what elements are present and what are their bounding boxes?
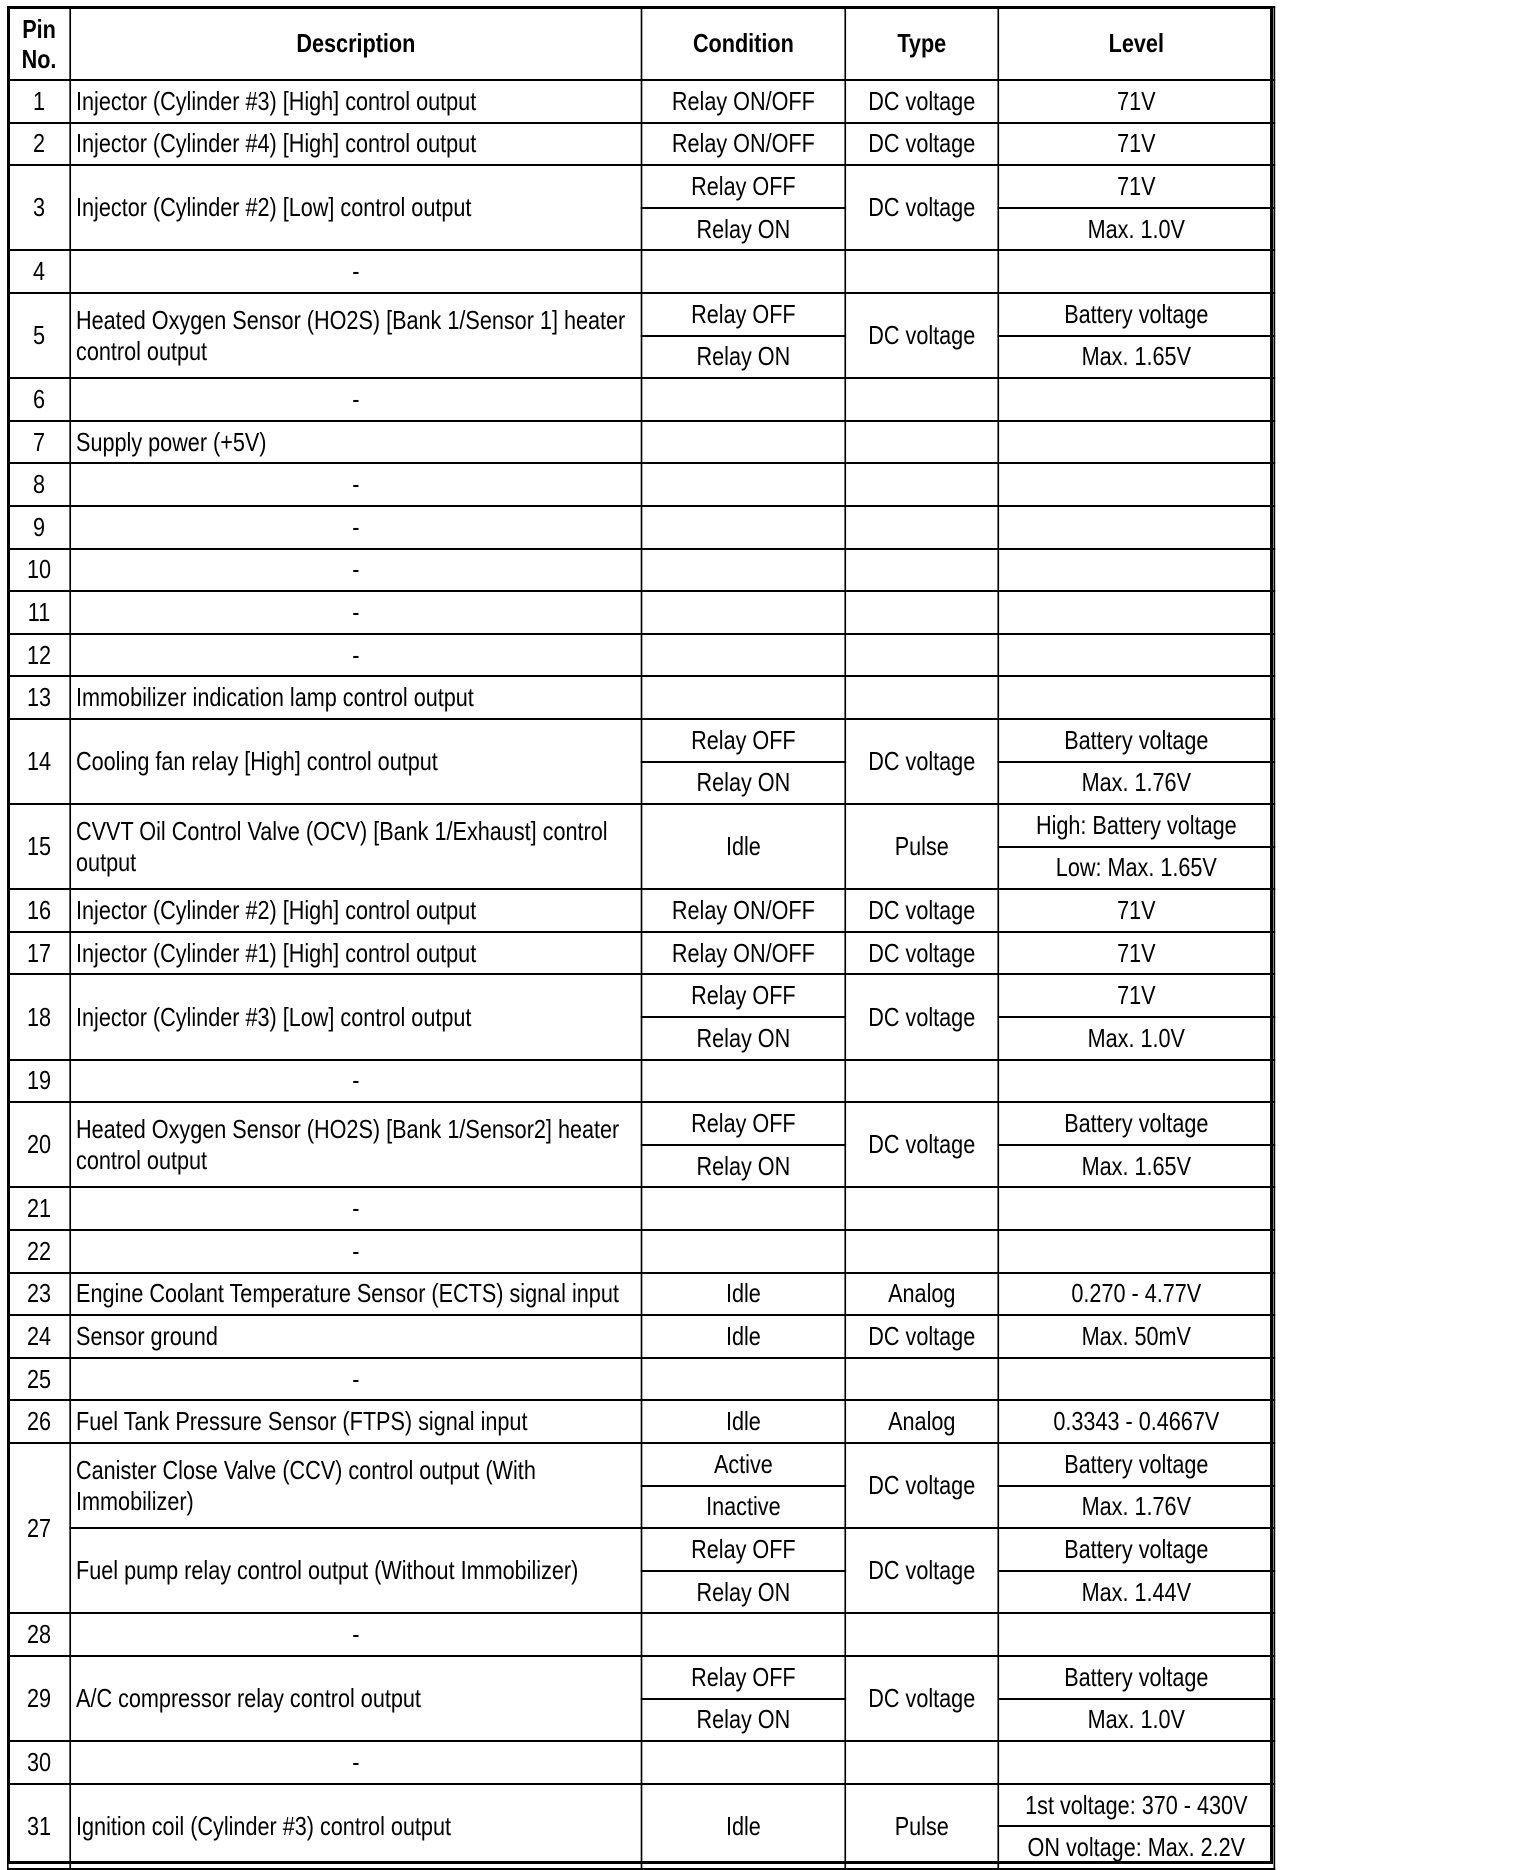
- condition-cell: [642, 463, 846, 506]
- condition-cell: Idle: [642, 1315, 846, 1358]
- pin-cell: 27: [8, 1443, 70, 1613]
- condition-cell: Idle: [642, 1273, 846, 1316]
- pin-cell: 17: [8, 932, 70, 975]
- table-body: [8, 80, 1275, 1869]
- condition-cell: [642, 1358, 846, 1401]
- table-row: [8, 463, 1275, 506]
- description-cell: Fuel Tank Pressure Sensor (FTPS) signal input: [70, 1400, 641, 1443]
- type-cell: DC voltage: [845, 1528, 998, 1613]
- description-cell: -: [70, 1187, 641, 1230]
- description-cell: -: [70, 378, 641, 421]
- level-cell: [998, 1230, 1274, 1273]
- condition-cell: Inactive: [642, 1486, 846, 1529]
- table-row: [8, 1358, 1275, 1401]
- level-cell: Low: Max. 1.65V: [998, 847, 1274, 890]
- pin-cell: 13: [8, 676, 70, 719]
- type-cell: DC voltage: [845, 1443, 998, 1528]
- type-cell: DC voltage: [845, 80, 998, 123]
- table-row: [8, 1273, 1275, 1316]
- pin-table: [7, 6, 1275, 1870]
- type-cell: DC voltage: [845, 123, 998, 166]
- level-cell: 71V: [998, 123, 1274, 166]
- table-row: [8, 1784, 1275, 1827]
- condition-cell: [642, 591, 846, 634]
- table-row: [8, 250, 1275, 293]
- level-cell: Max. 1.0V: [998, 1699, 1274, 1742]
- description-cell: CVVT Oil Control Valve (OCV) [Bank 1/Exhaust] control output: [70, 804, 641, 889]
- table-row: [8, 1230, 1275, 1273]
- level-cell: [998, 463, 1274, 506]
- description-cell: Injector (Cylinder #4) [High] control output: [70, 123, 641, 166]
- condition-cell: Relay ON/OFF: [642, 123, 846, 166]
- pin-cell: 8: [8, 463, 70, 506]
- type-cell: [845, 421, 998, 464]
- condition-cell: Relay ON: [642, 1699, 846, 1742]
- table-row: [8, 421, 1275, 464]
- type-cell: DC voltage: [845, 293, 998, 378]
- description-cell: -: [70, 1741, 641, 1784]
- condition-cell: Relay OFF: [642, 1656, 846, 1699]
- condition-cell: Active: [642, 1443, 846, 1486]
- description-cell: -: [70, 1060, 641, 1103]
- table-row: [8, 293, 1275, 336]
- type-cell: DC voltage: [845, 1315, 998, 1358]
- level-cell: [998, 1613, 1274, 1656]
- level-cell: [998, 1187, 1274, 1230]
- pin-cell: 2: [8, 123, 70, 166]
- condition-cell: Relay OFF: [642, 974, 846, 1017]
- type-cell: [845, 634, 998, 677]
- type-cell: Analog: [845, 1273, 998, 1316]
- header-pin: [8, 7, 70, 80]
- type-cell: DC voltage: [845, 932, 998, 975]
- description-cell: -: [70, 506, 641, 549]
- pin-cell: 22: [8, 1230, 70, 1273]
- level-cell: Battery voltage: [998, 1528, 1274, 1571]
- level-cell: [998, 1060, 1274, 1103]
- level-cell: Battery voltage: [998, 1443, 1274, 1486]
- level-cell: High: Battery voltage: [998, 804, 1274, 847]
- level-cell: Battery voltage: [998, 1656, 1274, 1699]
- level-cell: [998, 549, 1274, 592]
- description-cell: Injector (Cylinder #3) [High] control output: [70, 80, 641, 123]
- table-row: [8, 676, 1275, 719]
- condition-cell: Relay OFF: [642, 1528, 846, 1571]
- description-cell: Engine Coolant Temperature Sensor (ECTS) signal input: [70, 1273, 641, 1316]
- description-cell: Canister Close Valve (CCV) control output (With Immobilizer): [70, 1443, 641, 1528]
- pin-cell: 25: [8, 1358, 70, 1401]
- description-cell: Immobilizer indication lamp control output: [70, 676, 641, 719]
- table-row: [8, 1528, 1275, 1571]
- table-row: [8, 378, 1275, 421]
- pin-cell: 24: [8, 1315, 70, 1358]
- description-cell: Cooling fan relay [High] control output: [70, 719, 641, 804]
- level-cell: Max. 1.76V: [998, 1486, 1274, 1529]
- header-level: Level: [998, 7, 1274, 80]
- description-cell: Heated Oxygen Sensor (HO2S) [Bank 1/Sensor 1] heater control output: [70, 293, 641, 378]
- level-cell: [998, 506, 1274, 549]
- level-cell: 0.270 - 4.77V: [998, 1273, 1274, 1316]
- table-row: [8, 1187, 1275, 1230]
- condition-cell: Relay ON: [642, 208, 846, 251]
- condition-cell: Relay OFF: [642, 165, 846, 208]
- condition-cell: [642, 506, 846, 549]
- table-row: [8, 1741, 1275, 1784]
- type-cell: [845, 1358, 998, 1401]
- condition-cell: [642, 378, 846, 421]
- table-row: [8, 1102, 1275, 1145]
- table-row: [8, 123, 1275, 166]
- level-cell: [998, 676, 1274, 719]
- type-cell: DC voltage: [845, 719, 998, 804]
- pin-cell: 5: [8, 293, 70, 378]
- header-row: [8, 7, 1275, 80]
- pin-cell: 6: [8, 378, 70, 421]
- type-cell: [845, 1613, 998, 1656]
- level-cell: [998, 1741, 1274, 1784]
- description-cell: Injector (Cylinder #2) [Low] control output: [70, 165, 641, 250]
- header-type: Type: [845, 7, 998, 80]
- pin-cell: 9: [8, 506, 70, 549]
- condition-cell: Relay OFF: [642, 293, 846, 336]
- level-cell: 71V: [998, 165, 1274, 208]
- condition-cell: Idle: [642, 1400, 846, 1443]
- level-cell: [998, 378, 1274, 421]
- description-cell: -: [70, 1358, 641, 1401]
- level-cell: Max. 1.0V: [998, 208, 1274, 251]
- level-cell: [998, 634, 1274, 677]
- condition-cell: Relay ON: [642, 1571, 846, 1614]
- condition-cell: Relay ON/OFF: [642, 889, 846, 932]
- type-cell: [845, 378, 998, 421]
- description-cell: A/C compressor relay control output: [70, 1656, 641, 1741]
- table-row: [8, 1613, 1275, 1656]
- condition-cell: Relay ON: [642, 1145, 846, 1188]
- type-cell: DC voltage: [845, 889, 998, 932]
- pin-cell: 29: [8, 1656, 70, 1741]
- pin-cell: 11: [8, 591, 70, 634]
- level-cell: [998, 421, 1274, 464]
- condition-cell: [642, 1187, 846, 1230]
- condition-cell: Relay ON/OFF: [642, 932, 846, 975]
- level-cell: 0.3343 - 0.4667V: [998, 1400, 1274, 1443]
- table-row: [8, 165, 1275, 208]
- condition-cell: Idle: [642, 804, 846, 889]
- pin-cell: 31: [8, 1784, 70, 1869]
- pin-cell: 28: [8, 1613, 70, 1656]
- condition-cell: [642, 549, 846, 592]
- pin-cell: 14: [8, 719, 70, 804]
- table-row: [8, 80, 1275, 123]
- header-pin-label: Pin No.: [21, 13, 57, 74]
- type-cell: [845, 549, 998, 592]
- condition-cell: [642, 250, 846, 293]
- condition-cell: Relay OFF: [642, 719, 846, 762]
- description-cell: Supply power (+5V): [70, 421, 641, 464]
- type-cell: Analog: [845, 1400, 998, 1443]
- description-cell: -: [70, 634, 641, 677]
- table-row: [8, 549, 1275, 592]
- condition-cell: Relay ON: [642, 336, 846, 379]
- header-description: Description: [70, 7, 641, 80]
- condition-cell: [642, 1613, 846, 1656]
- description-cell: -: [70, 463, 641, 506]
- type-cell: [845, 1187, 998, 1230]
- pin-cell: 16: [8, 889, 70, 932]
- description-cell: -: [70, 1613, 641, 1656]
- description-cell: Heated Oxygen Sensor (HO2S) [Bank 1/Sensor2] heater control output: [70, 1102, 641, 1187]
- table-row: [8, 804, 1275, 847]
- level-cell: Max. 1.0V: [998, 1017, 1274, 1060]
- type-cell: Pulse: [845, 804, 998, 889]
- pin-cell: 1: [8, 80, 70, 123]
- description-cell: -: [70, 549, 641, 592]
- pin-cell: 7: [8, 421, 70, 464]
- type-cell: [845, 676, 998, 719]
- level-cell: Max. 50mV: [998, 1315, 1274, 1358]
- level-cell: 71V: [998, 974, 1274, 1017]
- condition-cell: Relay ON: [642, 1017, 846, 1060]
- description-cell: Injector (Cylinder #1) [High] control output: [70, 932, 641, 975]
- condition-cell: [642, 421, 846, 464]
- level-cell: [998, 1358, 1274, 1401]
- description-cell: Fuel pump relay control output (Without Immobilizer): [70, 1528, 641, 1613]
- header-condition: Condition: [642, 7, 846, 80]
- table-row: [8, 506, 1275, 549]
- pin-cell: 19: [8, 1060, 70, 1103]
- type-cell: DC voltage: [845, 1102, 998, 1187]
- table-row: [8, 889, 1275, 932]
- level-cell: Battery voltage: [998, 1102, 1274, 1145]
- table-row: [8, 1656, 1275, 1699]
- level-cell: 1st voltage: 370 - 430V: [998, 1784, 1274, 1827]
- pin-cell: 10: [8, 549, 70, 592]
- condition-cell: [642, 1741, 846, 1784]
- condition-cell: Relay OFF: [642, 1102, 846, 1145]
- type-cell: DC voltage: [845, 165, 998, 250]
- level-cell: ON voltage: Max. 2.2V: [998, 1826, 1274, 1869]
- pin-cell: 18: [8, 974, 70, 1059]
- type-cell: [845, 591, 998, 634]
- pin-cell: 12: [8, 634, 70, 677]
- table-row: [8, 719, 1275, 762]
- description-cell: Sensor ground: [70, 1315, 641, 1358]
- condition-cell: Relay ON/OFF: [642, 80, 846, 123]
- pin-cell: 3: [8, 165, 70, 250]
- type-cell: [845, 463, 998, 506]
- description-cell: Injector (Cylinder #2) [High] control output: [70, 889, 641, 932]
- description-cell: -: [70, 250, 641, 293]
- table-row: [8, 1400, 1275, 1443]
- level-cell: [998, 250, 1274, 293]
- type-cell: DC voltage: [845, 1656, 998, 1741]
- condition-cell: [642, 634, 846, 677]
- level-cell: [998, 591, 1274, 634]
- type-cell: [845, 1741, 998, 1784]
- level-cell: Max. 1.65V: [998, 1145, 1274, 1188]
- level-cell: Battery voltage: [998, 719, 1274, 762]
- type-cell: [845, 250, 998, 293]
- table-row: [8, 634, 1275, 677]
- condition-cell: [642, 676, 846, 719]
- level-cell: 71V: [998, 932, 1274, 975]
- table-row: [8, 932, 1275, 975]
- table-row: [8, 1060, 1275, 1103]
- pin-cell: 26: [8, 1400, 70, 1443]
- condition-cell: [642, 1060, 846, 1103]
- description-cell: -: [70, 591, 641, 634]
- description-cell: -: [70, 1230, 641, 1273]
- condition-cell: Idle: [642, 1784, 846, 1869]
- level-cell: 71V: [998, 80, 1274, 123]
- type-cell: [845, 1060, 998, 1103]
- pin-cell: 23: [8, 1273, 70, 1316]
- pin-cell: 30: [8, 1741, 70, 1784]
- level-cell: Max. 1.44V: [998, 1571, 1274, 1614]
- type-cell: DC voltage: [845, 974, 998, 1059]
- pin-cell: 4: [8, 250, 70, 293]
- table-row: [8, 974, 1275, 1017]
- pin-cell: 15: [8, 804, 70, 889]
- condition-cell: Relay ON: [642, 762, 846, 805]
- table-row: [8, 1443, 1275, 1486]
- level-cell: Max. 1.76V: [998, 762, 1274, 805]
- type-cell: [845, 506, 998, 549]
- level-cell: 71V: [998, 889, 1274, 932]
- description-cell: Ignition coil (Cylinder #3) control output: [70, 1784, 641, 1869]
- table-row: [8, 591, 1275, 634]
- condition-cell: [642, 1230, 846, 1273]
- pin-cell: 20: [8, 1102, 70, 1187]
- table-row: [8, 1315, 1275, 1358]
- level-cell: Max. 1.65V: [998, 336, 1274, 379]
- type-cell: [845, 1230, 998, 1273]
- pin-cell: 21: [8, 1187, 70, 1230]
- description-cell: Injector (Cylinder #3) [Low] control output: [70, 974, 641, 1059]
- type-cell: Pulse: [845, 1784, 998, 1869]
- level-cell: Battery voltage: [998, 293, 1274, 336]
